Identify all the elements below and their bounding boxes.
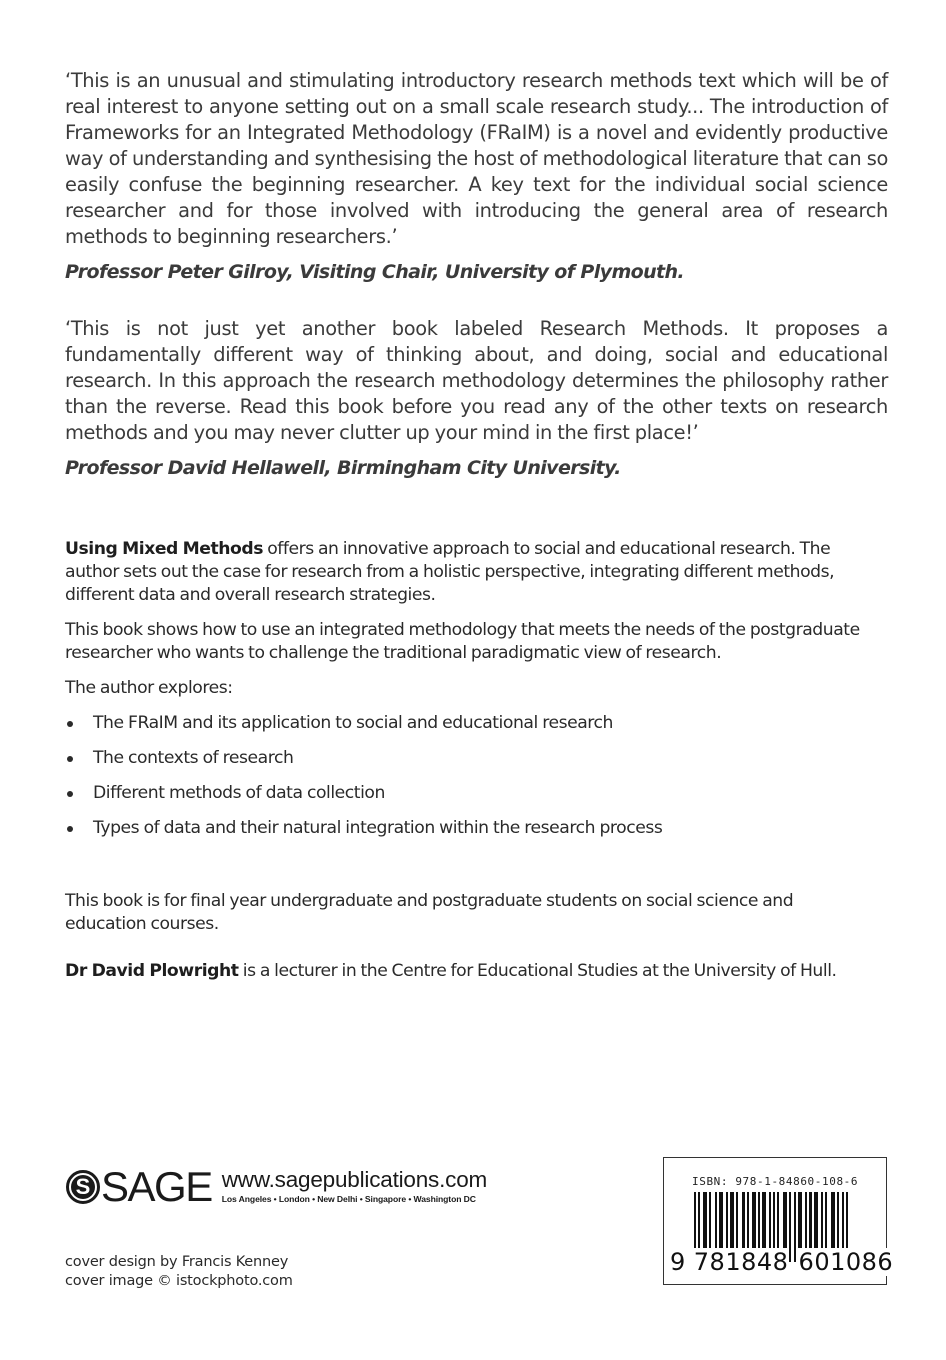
isbn-barcode [663, 1157, 894, 1285]
bullet-icon [67, 756, 73, 762]
endorsement-quote: ‘This is an unusual and stimulating introductory research methods text which will be of real interest to anyone setting out on a small scale research study... The introduction of Frameworks for an Integrated Methodology (FRaIM) is a novel and evidently productive way of understanding and synthesising the host of methodological literature that can so easily confuse the beginning researcher. A key text for the individual social science researcher and for those involved with introducing the general area of research methods to beginning researchers.’ [65, 69, 888, 248]
audience-block [65, 890, 837, 983]
bullet-icon [67, 826, 73, 832]
endorsement-attribution: Professor David Hellawell, Birmingham City University. [65, 457, 621, 479]
author-name: Dr David Plowright [65, 961, 239, 981]
list-item: The contexts of research [65, 747, 888, 782]
list-item: The FRaIM and its application to social and educational research [65, 712, 888, 747]
isbn-label: ISBN: 978-1-84860-108-6 [692, 1175, 859, 1188]
book-description [65, 538, 888, 852]
sage-wordmark: SAGE [101, 1163, 212, 1210]
barcode-number: 9 781848 601086 [670, 1248, 894, 1276]
endorsement-2 [65, 316, 888, 481]
cover-image-credit: cover image © istockphoto.com [65, 1273, 293, 1289]
intro-paragraph: Using Mixed Methods offers an innovative approach to social and educational research. The author sets out the case for research from a holistic perspective, integrating different methods, different data and overall research strategies. [65, 539, 835, 605]
endorsement-1 [65, 68, 888, 285]
explores-label: The author explores: [65, 678, 233, 698]
bullet-icon [67, 791, 73, 797]
endorsement-quote: ‘This is not just yet another book labeled Research Methods. It proposes a fundamentally different way of thinking about, and doing, social and educational research. In this approach the research methodology determines the philosophy rather than the reverse. Read this book before you read any of the other texts on research methods and you may never clutter up your mind in the first place!’ [65, 317, 888, 444]
book-title: Using Mixed Methods [65, 539, 264, 559]
publisher-info [222, 1169, 487, 1205]
topics-list [65, 712, 888, 852]
endorsement-attribution: Professor Peter Gilroy, Visiting Chair, University of Plymouth. [65, 261, 685, 283]
sage-logo [66, 1163, 212, 1210]
audience-paragraph: This book is for final year undergraduate and postgraduate students on social science and education courses. [65, 891, 794, 934]
list-item: Different methods of data collection [65, 782, 888, 817]
cover-credits [65, 1253, 293, 1291]
author-bio: Dr David Plowright is a lecturer in the Centre for Educational Studies at the University of Hull. [65, 961, 837, 981]
sage-s-icon: S [66, 1170, 100, 1204]
publisher-url[interactable]: www.sagepublications.com [221, 1167, 488, 1192]
publisher-block [66, 1163, 488, 1210]
list-item: Types of data and their natural integration within the research process [65, 817, 888, 852]
bullet-icon [67, 721, 73, 727]
cover-design-credit: cover design by Francis Kenney [65, 1254, 289, 1270]
methodology-paragraph: This book shows how to use an integrated methodology that meets the needs of the postgraduate researcher who wants to challenge the traditional paradigmatic view of research. [65, 620, 860, 663]
publisher-cities: Los Angeles • London • New Delhi • Singapore • Washington DC [221, 1194, 476, 1204]
